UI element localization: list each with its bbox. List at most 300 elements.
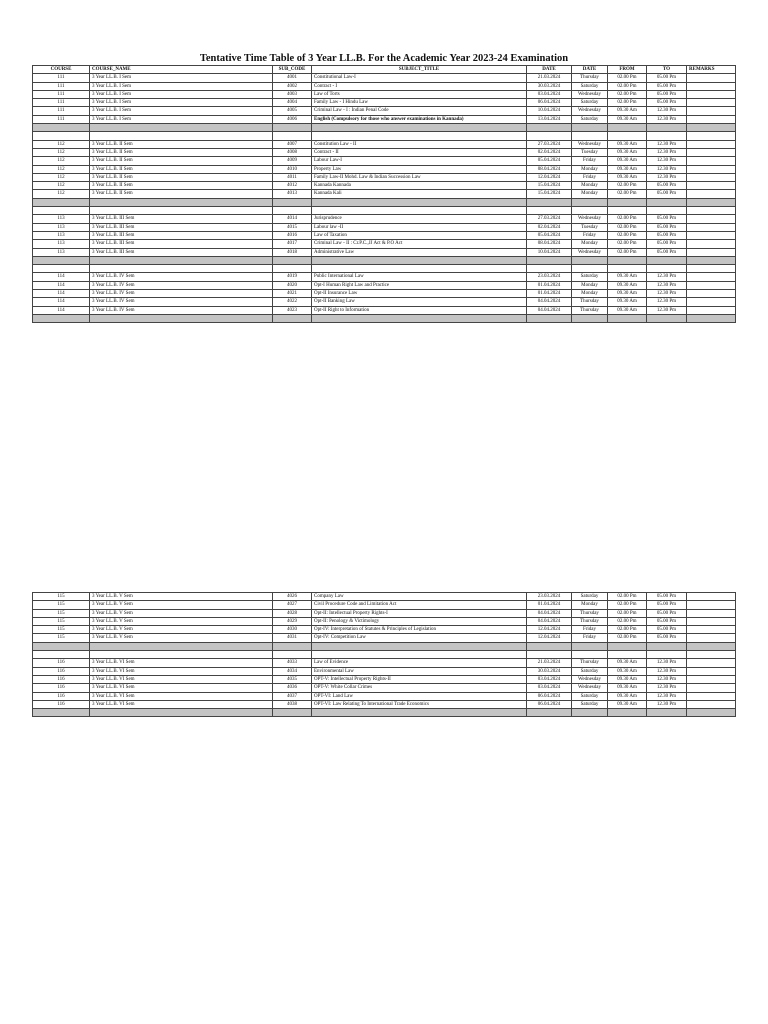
group-separator xyxy=(33,642,736,650)
sub-code-cell: 4008 xyxy=(273,148,312,156)
separator-cell xyxy=(647,642,687,650)
course-name-cell: 3 Year LL.B. V Sem xyxy=(90,593,273,601)
remarks-cell xyxy=(687,74,736,82)
subject-title-cell: Law of Evidence xyxy=(312,659,527,667)
date-cell: 13.04.2024 xyxy=(527,115,572,123)
blank-cell xyxy=(273,651,312,659)
table-row xyxy=(33,667,736,675)
day-cell: Monday xyxy=(572,190,608,198)
group-separator xyxy=(33,124,736,132)
date-cell: 23.03.2024 xyxy=(527,273,572,281)
table-row xyxy=(33,99,736,107)
course-cell: 115 xyxy=(33,617,90,625)
course-name-cell: 3 Year LL.B. I Sem xyxy=(90,74,273,82)
group-separator xyxy=(33,709,736,717)
remarks-cell xyxy=(687,140,736,148)
sub-code-cell: 4015 xyxy=(273,223,312,231)
separator-cell xyxy=(33,642,90,650)
from-cell: 02.00 Pm xyxy=(608,215,647,223)
group-separator xyxy=(33,314,736,322)
course-cell: 114 xyxy=(33,273,90,281)
course-name-cell: 3 Year LL.B. III Sem xyxy=(90,248,273,256)
to-cell: 12.30 Pm xyxy=(647,148,687,156)
course-cell: 112 xyxy=(33,148,90,156)
remarks-cell xyxy=(687,675,736,683)
remarks-cell xyxy=(687,692,736,700)
remarks-cell xyxy=(687,115,736,123)
course-cell: 111 xyxy=(33,107,90,115)
to-cell: 12.30 Pm xyxy=(647,165,687,173)
separator-cell xyxy=(33,256,90,264)
course-name-cell: 3 Year LL.B. VI Sem xyxy=(90,684,273,692)
separator-cell xyxy=(90,198,273,206)
to-cell: 05.00 Pm xyxy=(647,215,687,223)
separator-cell xyxy=(608,709,647,717)
to-cell: 05.00 Pm xyxy=(647,248,687,256)
remarks-cell xyxy=(687,107,736,115)
sub-code-cell: 4007 xyxy=(273,140,312,148)
group-separator xyxy=(33,256,736,264)
to-cell: 12.30 Pm xyxy=(647,140,687,148)
remarks-cell xyxy=(687,190,736,198)
from-cell: 02.00 Pm xyxy=(608,190,647,198)
blank-cell xyxy=(687,207,736,215)
to-cell: 12.30 Pm xyxy=(647,675,687,683)
subject-title-cell: Administrative Law xyxy=(312,248,527,256)
course-name-cell: 3 Year LL.B. III Sem xyxy=(90,215,273,223)
header-course-name: COURSE_NAME xyxy=(90,66,273,74)
to-cell: 05.00 Pm xyxy=(647,182,687,190)
sub-code-cell: 4028 xyxy=(273,609,312,617)
table-row xyxy=(33,107,736,115)
separator-cell xyxy=(90,256,273,264)
blank-row xyxy=(33,132,736,140)
course-name-cell: 3 Year LL.B. IV Sem xyxy=(90,273,273,281)
table-row xyxy=(33,601,736,609)
date-cell: 12.04.2024 xyxy=(527,626,572,634)
separator-cell xyxy=(312,314,527,322)
sub-code-cell: 4023 xyxy=(273,306,312,314)
separator-cell xyxy=(687,642,736,650)
subject-title-cell: Family Law - I Hindu Law xyxy=(312,99,527,107)
separator-cell xyxy=(687,314,736,322)
from-cell: 02.00 Pm xyxy=(608,82,647,90)
remarks-cell xyxy=(687,700,736,708)
course-cell: 116 xyxy=(33,667,90,675)
subject-title-cell: Opt-IV: Competition Law xyxy=(312,634,527,642)
day-cell: Thursday xyxy=(572,298,608,306)
date-cell: 21.03.2024 xyxy=(527,74,572,82)
remarks-cell xyxy=(687,223,736,231)
separator-cell xyxy=(273,124,312,132)
table-row xyxy=(33,617,736,625)
table-row xyxy=(33,700,736,708)
from-cell: 02.00 Pm xyxy=(608,223,647,231)
blank-cell xyxy=(33,132,90,140)
remarks-cell xyxy=(687,248,736,256)
subject-title-cell: English (Compulsory for those who answer examinations in Kannada) xyxy=(312,115,527,123)
sub-code-cell: 4001 xyxy=(273,74,312,82)
to-cell: 05.00 Pm xyxy=(647,190,687,198)
sub-code-cell: 4020 xyxy=(273,281,312,289)
course-name-cell: 3 Year LL.B. I Sem xyxy=(90,107,273,115)
remarks-cell xyxy=(687,157,736,165)
remarks-cell xyxy=(687,90,736,98)
separator-cell xyxy=(90,124,273,132)
course-cell: 112 xyxy=(33,182,90,190)
blank-cell xyxy=(687,265,736,273)
course-cell: 111 xyxy=(33,74,90,82)
blank-cell xyxy=(273,132,312,140)
header-row xyxy=(33,66,736,74)
from-cell: 09.30 Am xyxy=(608,675,647,683)
table-row xyxy=(33,659,736,667)
subject-title-cell: OPT-V: Intellectual Property Rights-II xyxy=(312,675,527,683)
course-cell: 113 xyxy=(33,248,90,256)
day-cell: Monday xyxy=(572,601,608,609)
table-row xyxy=(33,215,736,223)
header-subject-title: SUBJECT_TITLE xyxy=(312,66,527,74)
table-row xyxy=(33,82,736,90)
day-cell: Wednesday xyxy=(572,675,608,683)
table-row xyxy=(33,190,736,198)
blank-cell xyxy=(90,207,273,215)
date-cell: 03.04.2024 xyxy=(527,90,572,98)
separator-cell xyxy=(527,256,572,264)
course-name-cell: 3 Year LL.B. I Sem xyxy=(90,99,273,107)
sub-code-cell: 4014 xyxy=(273,215,312,223)
sub-code-cell: 4018 xyxy=(273,248,312,256)
remarks-cell xyxy=(687,182,736,190)
separator-cell xyxy=(572,124,608,132)
separator-cell xyxy=(647,198,687,206)
timetable-part-1 xyxy=(32,65,736,323)
to-cell: 05.00 Pm xyxy=(647,223,687,231)
date-cell: 03.04.2024 xyxy=(527,684,572,692)
subject-title-cell: Opt-IV: Interpretation of Statutes & Principles of Legislation xyxy=(312,626,527,634)
day-cell: Friday xyxy=(572,157,608,165)
sub-code-cell: 4019 xyxy=(273,273,312,281)
from-cell: 09.30 Am xyxy=(608,165,647,173)
blank-cell xyxy=(647,265,687,273)
course-name-cell: 3 Year LL.B. II Sem xyxy=(90,182,273,190)
separator-cell xyxy=(687,709,736,717)
to-cell: 05.00 Pm xyxy=(647,231,687,239)
remarks-cell xyxy=(687,667,736,675)
course-cell: 115 xyxy=(33,634,90,642)
blank-cell xyxy=(273,265,312,273)
header-course: COURSE xyxy=(33,66,90,74)
course-name-cell: 3 Year LL.B. II Sem xyxy=(90,140,273,148)
sub-code-cell: 4012 xyxy=(273,182,312,190)
day-cell: Saturday xyxy=(572,667,608,675)
to-cell: 12.30 Pm xyxy=(647,700,687,708)
day-cell: Friday xyxy=(572,231,608,239)
day-cell: Thursday xyxy=(572,617,608,625)
separator-cell xyxy=(608,198,647,206)
course-name-cell: 3 Year LL.B. V Sem xyxy=(90,634,273,642)
blank-cell xyxy=(687,132,736,140)
blank-cell xyxy=(572,265,608,273)
from-cell: 02.00 Pm xyxy=(608,240,647,248)
course-cell: 112 xyxy=(33,140,90,148)
date-cell: 04.04.2024 xyxy=(527,617,572,625)
separator-cell xyxy=(273,198,312,206)
to-cell: 05.00 Pm xyxy=(647,74,687,82)
course-name-cell: 3 Year LL.B. V Sem xyxy=(90,626,273,634)
separator-cell xyxy=(33,198,90,206)
course-name-cell: 3 Year LL.B. VI Sem xyxy=(90,692,273,700)
separator-cell xyxy=(527,709,572,717)
from-cell: 09.30 Am xyxy=(608,157,647,165)
separator-cell xyxy=(527,642,572,650)
separator-cell xyxy=(608,314,647,322)
to-cell: 05.00 Pm xyxy=(647,593,687,601)
course-cell: 112 xyxy=(33,165,90,173)
course-cell: 114 xyxy=(33,306,90,314)
day-cell: Monday xyxy=(572,165,608,173)
subject-title-cell: Kannada Kannada xyxy=(312,182,527,190)
sub-code-cell: 4011 xyxy=(273,173,312,181)
separator-cell xyxy=(33,124,90,132)
day-cell: Friday xyxy=(572,173,608,181)
separator-cell xyxy=(90,709,273,717)
table-row xyxy=(33,634,736,642)
header-sub-code: SUB_CODE xyxy=(273,66,312,74)
sub-code-cell: 4035 xyxy=(273,675,312,683)
from-cell: 09.30 Am xyxy=(608,306,647,314)
course-name-cell: 3 Year LL.B. II Sem xyxy=(90,148,273,156)
course-cell: 116 xyxy=(33,700,90,708)
date-cell: 02.04.2024 xyxy=(527,148,572,156)
from-cell: 02.00 Pm xyxy=(608,626,647,634)
day-cell: Tuesday xyxy=(572,148,608,156)
header-from: FROM xyxy=(608,66,647,74)
blank-cell xyxy=(647,651,687,659)
to-cell: 05.00 Pm xyxy=(647,609,687,617)
separator-cell xyxy=(312,642,527,650)
table-row xyxy=(33,692,736,700)
sub-code-cell: 4017 xyxy=(273,240,312,248)
course-name-cell: 3 Year LL.B. VI Sem xyxy=(90,700,273,708)
course-name-cell: 3 Year LL.B. VI Sem xyxy=(90,675,273,683)
to-cell: 05.00 Pm xyxy=(647,90,687,98)
subject-title-cell: Opt-II Banking Law xyxy=(312,298,527,306)
to-cell: 12.30 Pm xyxy=(647,684,687,692)
subject-title-cell: Environmental Law xyxy=(312,667,527,675)
course-name-cell: 3 Year LL.B. I Sem xyxy=(90,90,273,98)
blank-row xyxy=(33,651,736,659)
day-cell: Saturday xyxy=(572,115,608,123)
separator-cell xyxy=(647,709,687,717)
date-cell: 06.04.2024 xyxy=(527,99,572,107)
remarks-cell xyxy=(687,290,736,298)
day-cell: Tuesday xyxy=(572,223,608,231)
sub-code-cell: 4030 xyxy=(273,626,312,634)
to-cell: 12.30 Pm xyxy=(647,667,687,675)
remarks-cell xyxy=(687,298,736,306)
header-to: TO xyxy=(647,66,687,74)
subject-title-cell: OPT-VI: Land Law xyxy=(312,692,527,700)
blank-cell xyxy=(608,265,647,273)
subject-title-cell: Criminal Law - I : Indian Penal Code xyxy=(312,107,527,115)
date-cell: 06.04.2024 xyxy=(527,692,572,700)
table-row xyxy=(33,90,736,98)
course-cell: 116 xyxy=(33,684,90,692)
sub-code-cell: 4036 xyxy=(273,684,312,692)
date-cell: 01.04.2024 xyxy=(527,601,572,609)
separator-cell xyxy=(527,124,572,132)
blank-cell xyxy=(608,132,647,140)
from-cell: 02.00 Pm xyxy=(608,617,647,625)
day-cell: Saturday xyxy=(572,82,608,90)
separator-cell xyxy=(273,709,312,717)
remarks-cell xyxy=(687,82,736,90)
separator-cell xyxy=(90,642,273,650)
day-cell: Thursday xyxy=(572,74,608,82)
to-cell: 12.30 Pm xyxy=(647,157,687,165)
separator-cell xyxy=(33,709,90,717)
separator-cell xyxy=(572,709,608,717)
course-name-cell: 3 Year LL.B. III Sem xyxy=(90,240,273,248)
subject-title-cell: Property Law xyxy=(312,165,527,173)
sub-code-cell: 4038 xyxy=(273,700,312,708)
date-cell: 03.04.2024 xyxy=(527,675,572,683)
table-row xyxy=(33,223,736,231)
blank-cell xyxy=(608,651,647,659)
blank-row xyxy=(33,265,736,273)
table-row xyxy=(33,140,736,148)
day-cell: Thursday xyxy=(572,306,608,314)
date-cell: 21.03.2024 xyxy=(527,659,572,667)
course-name-cell: 3 Year LL.B. V Sem xyxy=(90,617,273,625)
date-cell: 27.03.2024 xyxy=(527,215,572,223)
to-cell: 12.30 Pm xyxy=(647,281,687,289)
day-cell: Monday xyxy=(572,240,608,248)
subject-title-cell: Opt-II: Penology & Victimology xyxy=(312,617,527,625)
date-cell: 05.04.2024 xyxy=(527,231,572,239)
date-cell: 08.04.2024 xyxy=(527,240,572,248)
separator-cell xyxy=(608,642,647,650)
day-cell: Saturday xyxy=(572,273,608,281)
subject-title-cell: Company Law xyxy=(312,593,527,601)
course-cell: 114 xyxy=(33,281,90,289)
remarks-cell xyxy=(687,215,736,223)
remarks-cell xyxy=(687,684,736,692)
separator-cell xyxy=(687,256,736,264)
day-cell: Monday xyxy=(572,182,608,190)
date-cell: 12.04.2024 xyxy=(527,634,572,642)
subject-title-cell: Civil Procedure Code and Limitation Act xyxy=(312,601,527,609)
remarks-cell xyxy=(687,617,736,625)
remarks-cell xyxy=(687,240,736,248)
sub-code-cell: 4013 xyxy=(273,190,312,198)
remarks-cell xyxy=(687,273,736,281)
sub-code-cell: 4027 xyxy=(273,601,312,609)
from-cell: 09.30 Am xyxy=(608,692,647,700)
course-cell: 114 xyxy=(33,298,90,306)
course-name-cell: 3 Year LL.B. IV Sem xyxy=(90,306,273,314)
sub-code-cell: 4009 xyxy=(273,157,312,165)
separator-cell xyxy=(572,198,608,206)
separator-cell xyxy=(572,642,608,650)
course-cell: 112 xyxy=(33,173,90,181)
blank-row xyxy=(33,207,736,215)
course-cell: 114 xyxy=(33,290,90,298)
table-row xyxy=(33,593,736,601)
course-cell: 112 xyxy=(33,190,90,198)
to-cell: 05.00 Pm xyxy=(647,601,687,609)
subject-title-cell: Labour Law-I xyxy=(312,157,527,165)
date-cell: 27.03.2024 xyxy=(527,140,572,148)
blank-cell xyxy=(33,207,90,215)
subject-title-cell: Jurisprudence xyxy=(312,215,527,223)
to-cell: 12.30 Pm xyxy=(647,115,687,123)
course-cell: 113 xyxy=(33,240,90,248)
blank-cell xyxy=(312,132,527,140)
blank-cell xyxy=(527,265,572,273)
blank-cell xyxy=(572,132,608,140)
table-row xyxy=(33,298,736,306)
subject-title-cell: Constitutional Law-I xyxy=(312,74,527,82)
blank-cell xyxy=(527,207,572,215)
separator-cell xyxy=(273,256,312,264)
sub-code-cell: 4006 xyxy=(273,115,312,123)
course-name-cell: 3 Year LL.B. III Sem xyxy=(90,223,273,231)
blank-cell xyxy=(33,265,90,273)
blank-cell xyxy=(90,651,273,659)
blank-cell xyxy=(572,651,608,659)
to-cell: 12.30 Pm xyxy=(647,290,687,298)
from-cell: 09.30 Am xyxy=(608,667,647,675)
subject-title-cell: Opt-II Insurance Law xyxy=(312,290,527,298)
table-row xyxy=(33,626,736,634)
from-cell: 09.30 Am xyxy=(608,281,647,289)
date-cell: 23.03.2024 xyxy=(527,593,572,601)
to-cell: 12.30 Pm xyxy=(647,659,687,667)
remarks-cell xyxy=(687,626,736,634)
sub-code-cell: 4005 xyxy=(273,107,312,115)
header-day: DATE xyxy=(572,66,608,74)
blank-cell xyxy=(90,132,273,140)
table-row xyxy=(33,157,736,165)
blank-cell xyxy=(527,651,572,659)
day-cell: Monday xyxy=(572,290,608,298)
sub-code-cell: 4031 xyxy=(273,634,312,642)
course-cell: 111 xyxy=(33,90,90,98)
separator-cell xyxy=(647,314,687,322)
to-cell: 05.00 Pm xyxy=(647,626,687,634)
sub-code-cell: 4004 xyxy=(273,99,312,107)
subject-title-cell: Law of Torts xyxy=(312,90,527,98)
to-cell: 05.00 Pm xyxy=(647,99,687,107)
subject-title-cell: Constitution Law - II xyxy=(312,140,527,148)
subject-title-cell: OPT-V: White Collar Crimes xyxy=(312,684,527,692)
remarks-cell xyxy=(687,593,736,601)
date-cell: 04.04.2024 xyxy=(527,298,572,306)
sub-code-cell: 4022 xyxy=(273,298,312,306)
from-cell: 09.30 Am xyxy=(608,700,647,708)
course-name-cell: 3 Year LL.B. VI Sem xyxy=(90,659,273,667)
subject-title-cell: Contract - II xyxy=(312,148,527,156)
table-row xyxy=(33,248,736,256)
course-cell: 111 xyxy=(33,99,90,107)
from-cell: 09.30 Am xyxy=(608,298,647,306)
from-cell: 09.30 Am xyxy=(608,273,647,281)
day-cell: Saturday xyxy=(572,99,608,107)
blank-cell xyxy=(312,265,527,273)
course-cell: 115 xyxy=(33,593,90,601)
